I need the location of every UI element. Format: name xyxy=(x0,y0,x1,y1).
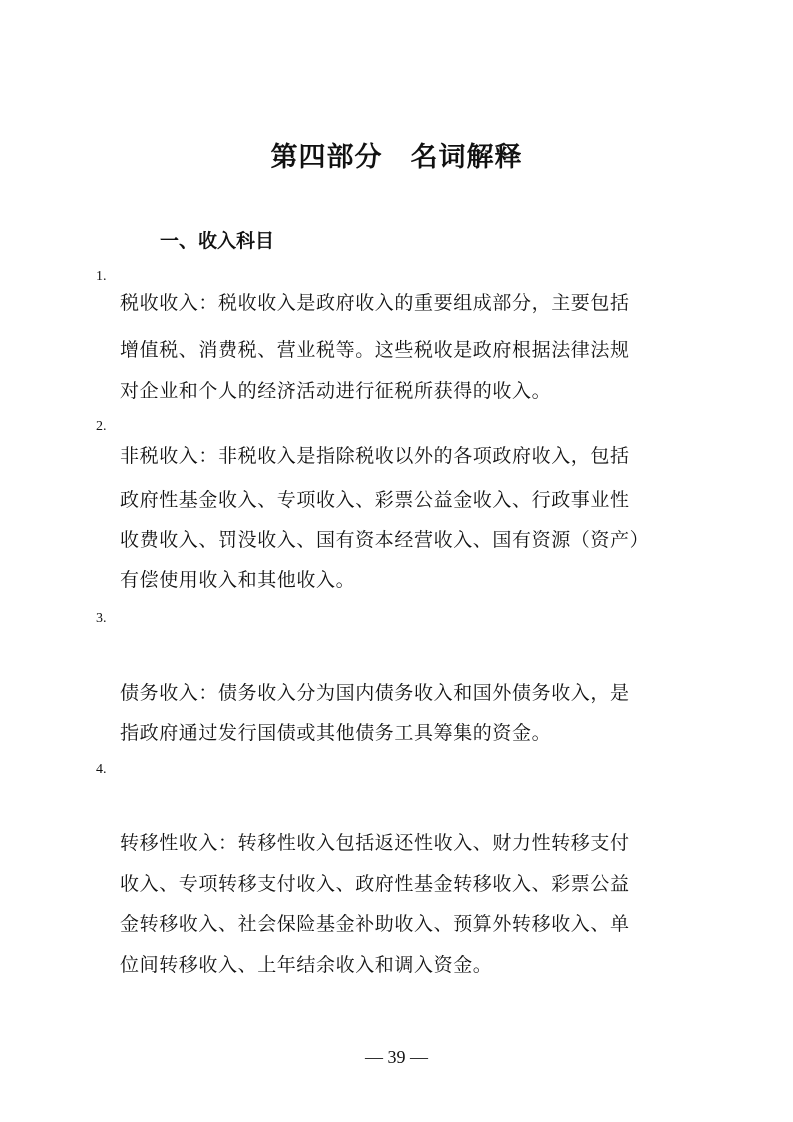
item-line: 税收收入：税收收入是政府收入的重要组成部分，主要包括 xyxy=(120,292,630,314)
item-line: 政府性基金收入、专项收入、彩票公益金收入、行政事业性 xyxy=(120,489,630,511)
item-line: 增值税、消费税、营业税等。这些税收是政府根据法律法规 xyxy=(120,339,630,361)
item-number: 3. xyxy=(96,611,107,626)
item-line: 收入、专项转移支付收入、政府性基金转移收入、彩票公益 xyxy=(120,873,630,895)
page-number: — 39 — xyxy=(365,1047,428,1067)
section-heading: 一、收入科目 xyxy=(160,230,275,252)
item-line: 债务收入：债务收入分为国内债务收入和国外债务收入，是 xyxy=(120,682,630,704)
item-line: 指政府通过发行国债或其他债务工具筹集的资金。 xyxy=(120,722,552,744)
item-line: 位间转移收入、上年结余收入和调入资金。 xyxy=(120,954,493,976)
item-number: 4. xyxy=(96,762,107,777)
item-number: 2. xyxy=(96,419,107,434)
item-line: 非税收入：非税收入是指除税收以外的各项政府收入，包括 xyxy=(120,445,630,467)
item-line: 有偿使用收入和其他收入。 xyxy=(120,569,356,591)
item-number: 1. xyxy=(96,269,107,284)
item-line: 转移性收入：转移性收入包括返还性收入、财力性转移支付 xyxy=(120,832,630,854)
item-line: 收费收入、罚没收入、国有资本经营收入、国有资源（资产） xyxy=(120,529,650,551)
item-line: 对企业和个人的经济活动进行征税所获得的收入。 xyxy=(120,380,552,402)
page-title: 第四部分 名词解释 xyxy=(270,142,523,173)
item-line: 金转移收入、社会保险基金补助收入、预算外转移收入、单 xyxy=(120,913,630,935)
